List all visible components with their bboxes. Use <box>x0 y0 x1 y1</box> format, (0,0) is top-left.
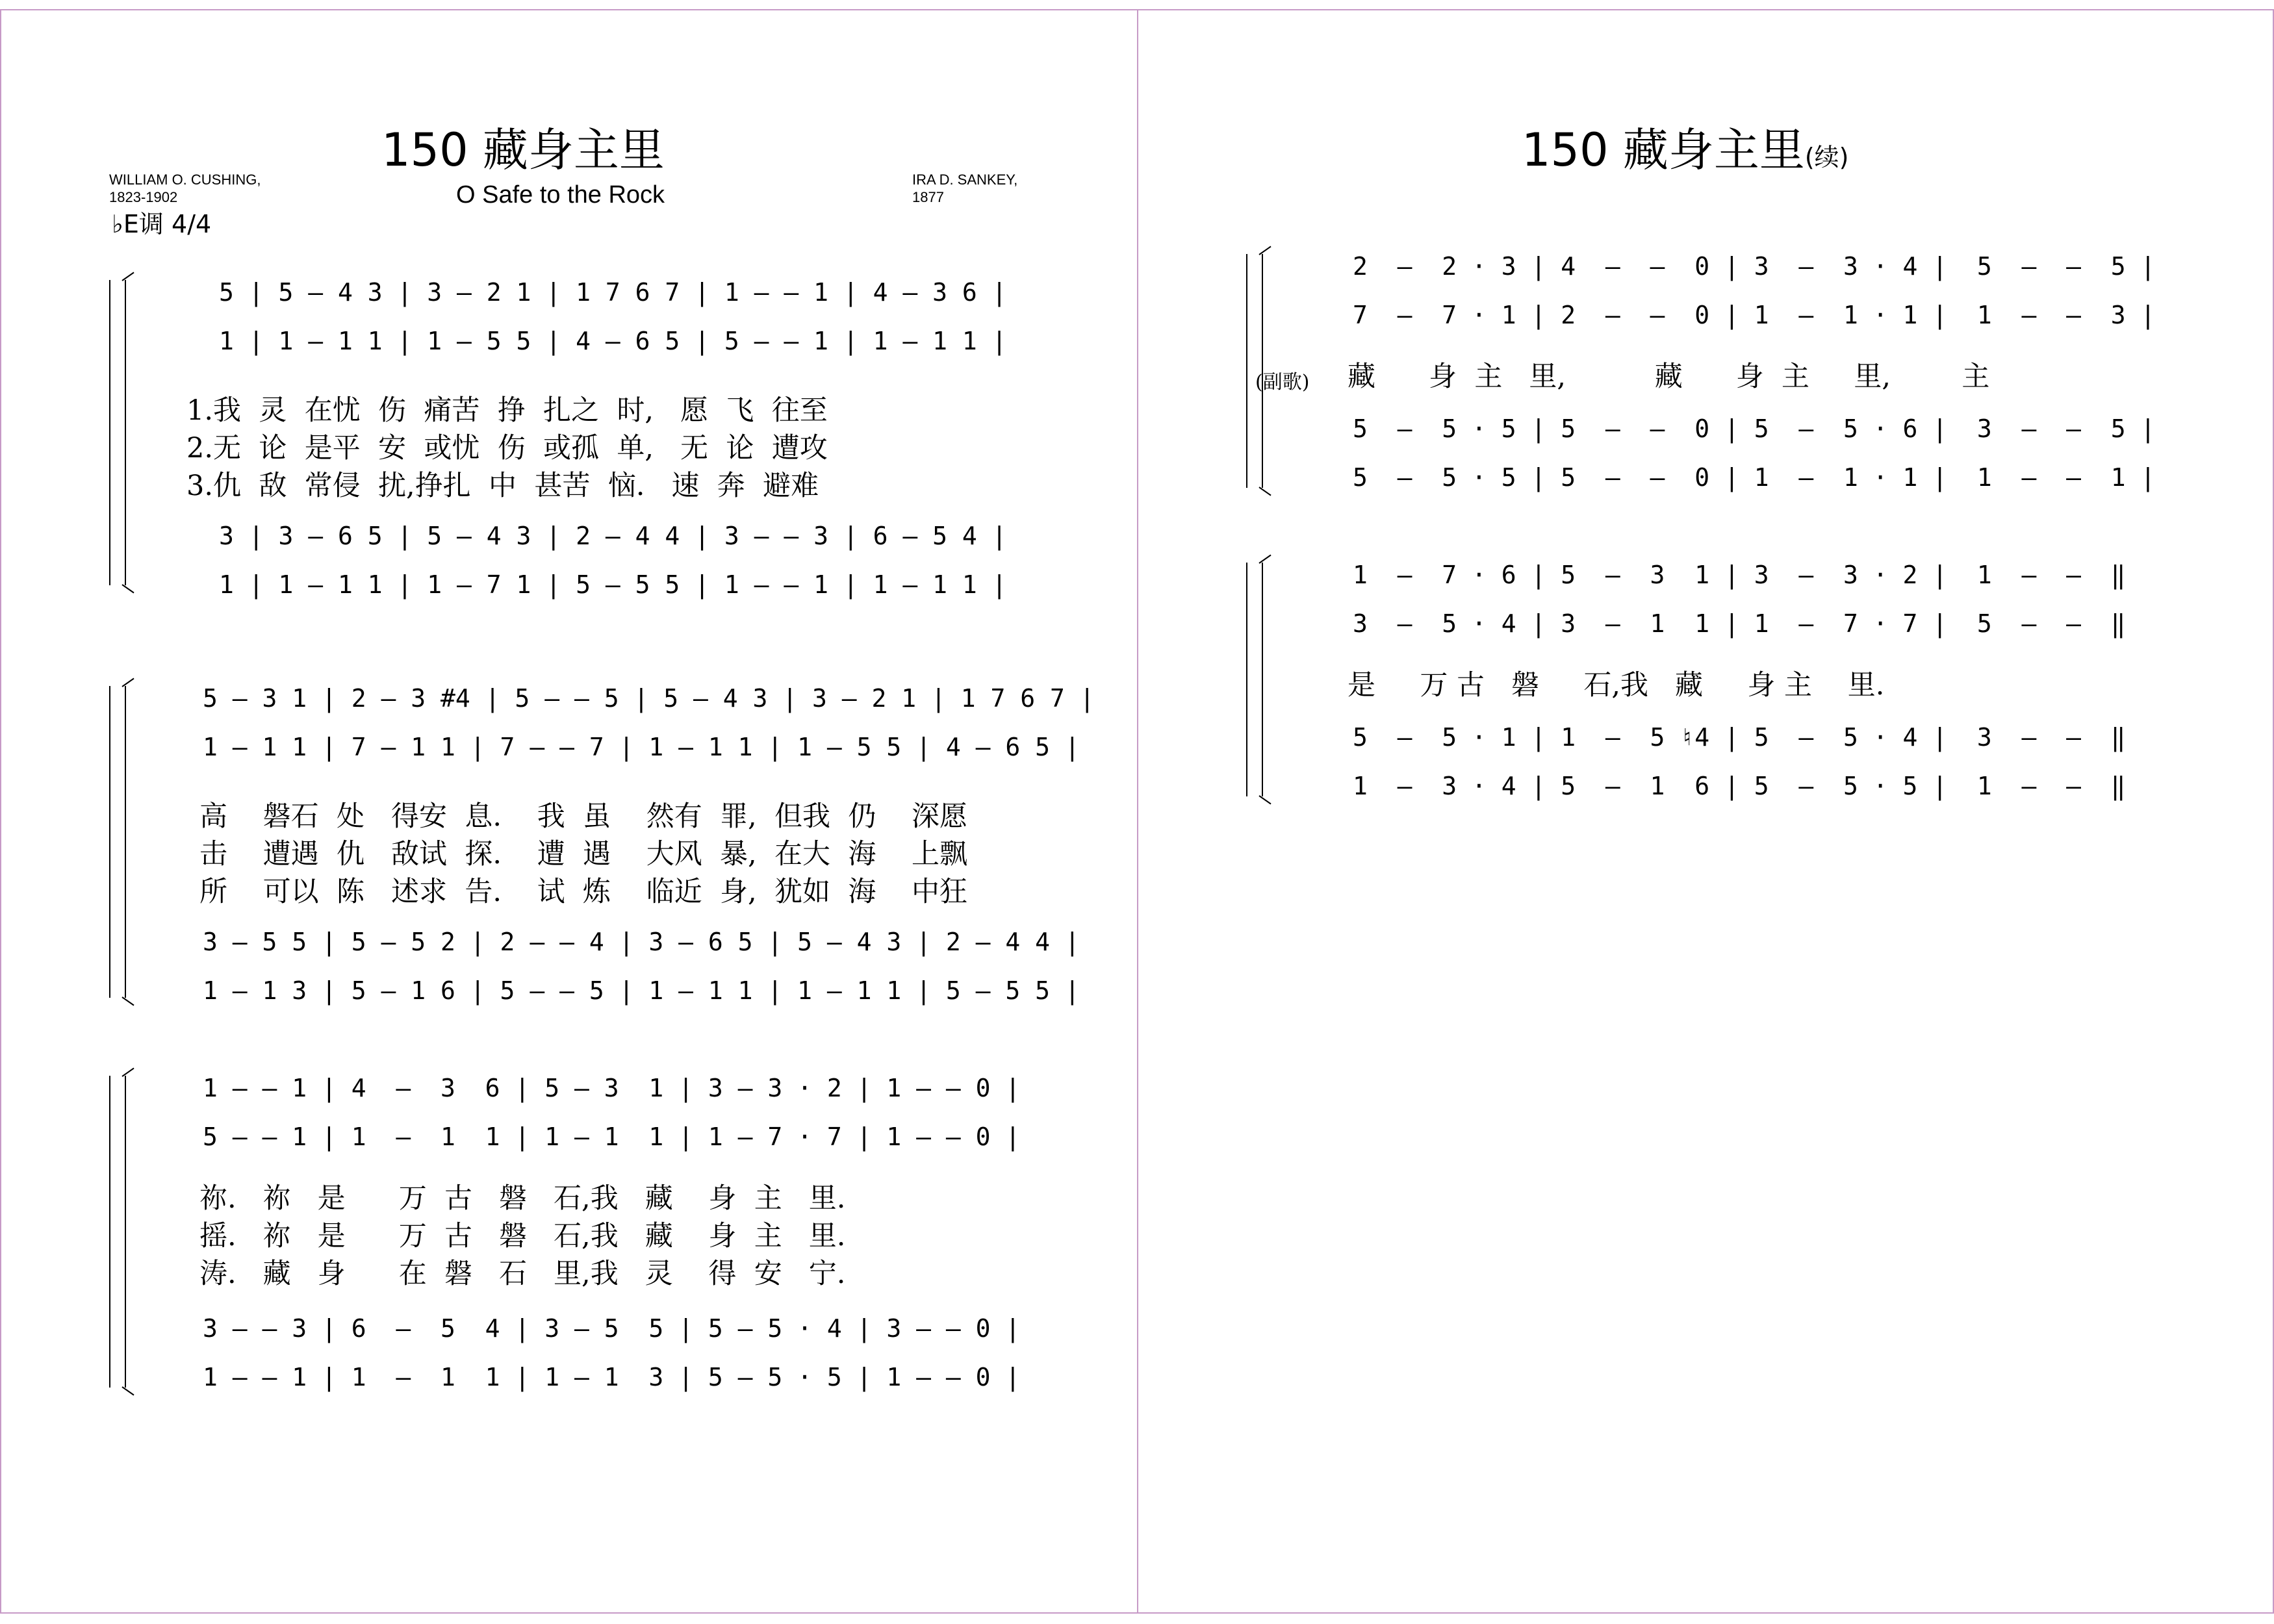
notation-line: 1 — 3 · 4 | 5 — 1 6 | 5 — 5 · 5 | 1 — — ‖ <box>1353 772 2126 800</box>
notation-line: 5 — 3 1 | 2 — 3 #4 | 5 — — 5 | 5 — 4 3 | 3 — 2 1 | 1 7 6 7 | <box>203 684 1095 713</box>
chorus-label: (副歌) <box>1255 371 1310 394</box>
right-page <box>1137 9 2274 1614</box>
notation-line: 5 — 5 · 1 | 1 — 5 ♮4 | 5 — 5 · 4 | 3 — — ‖ <box>1353 723 2126 752</box>
page-title: 150 藏身主里 <box>1522 123 1805 177</box>
notation-line: 1 — — 1 | 4 — 3 6 | 5 — 3 1 | 3 — 3 · 2 | 1 — — 0 | <box>203 1074 1021 1102</box>
lyric-line: 3.仇 敌 常侵 扰,挣扎 中 甚苦 恼. 速 奔 避难 <box>186 470 819 502</box>
continued-page-title <box>1522 123 1849 177</box>
notation-line: 3 | 3 — 6 5 | 5 — 4 3 | 2 — 4 4 | 3 — — 3 | 6 — 5 4 | <box>219 522 1007 550</box>
notation-line: 5 | 5 — 4 3 | 3 — 2 1 | 1 7 6 7 | 1 — — 1 | 4 — 3 6 | <box>219 278 1007 307</box>
music-system-1 <box>1 280 1140 598</box>
notation-line: 3 — — 3 | 6 — 5 4 | 3 — 5 5 | 5 — 5 · 4 | 3 — — 0 | <box>203 1314 1021 1343</box>
key-signature: ♭E调 4/4 <box>112 210 212 238</box>
notation-line: 1 | 1 — 1 1 | 1 — 5 5 | 4 — 6 5 | 5 — — 1 | 1 — 1 1 | <box>219 327 1007 355</box>
system-brace <box>1246 563 1263 796</box>
composer-year: 1877 <box>912 189 944 205</box>
lyric-line: 祢. 祢 是 万 古 磐 石,我 藏 身 主 里. <box>199 1182 846 1215</box>
notation-line: 1 | 1 — 1 1 | 1 — 7 1 | 5 — 5 5 | 1 — — 1 | 1 — 1 1 | <box>219 570 1007 599</box>
notation-line: 2 — 2 · 3 | 4 — — 0 | 3 — 3 · 4 | 5 — — 5 | <box>1353 252 2156 281</box>
lyricist-name: WILLIAM O. CUSHING, <box>109 171 261 188</box>
continued-marker: (续) <box>1804 143 1849 171</box>
system-brace <box>109 686 126 998</box>
notation-line: 7 — 7 · 1 | 2 — — 0 | 1 — 1 · 1 | 1 — — 3 | <box>1353 301 2156 329</box>
music-system-2 <box>1 686 1140 1004</box>
system-brace <box>109 1076 126 1388</box>
notation-line: 1 — — 1 | 1 — 1 1 | 1 — 1 3 | 5 — 5 · 5 | 1 — — 0 | <box>203 1363 1021 1391</box>
lyric-line: 摇. 祢 是 万 古 磐 石,我 藏 身 主 里. <box>199 1220 846 1252</box>
lyricist-years: 1823-1902 <box>109 189 178 205</box>
lyric-line: 2.无 论 是平 安 或忧 伤 或孤 单, 无 论 遭攻 <box>186 432 828 464</box>
lyric-line: 1.我 灵 在忧 伤 痛苦 挣 扎之 时, 愿 飞 往至 <box>186 394 828 427</box>
notation-line: 1 — 1 1 | 7 — 1 1 | 7 — — 7 | 1 — 1 1 | 1 — 5 5 | 4 — 6 5 | <box>203 733 1080 761</box>
notation-line: 3 — 5 · 4 | 3 — 1 1 | 1 — 7 · 7 | 5 — — ‖ <box>1353 609 2126 638</box>
notation-line: 5 — 5 · 5 | 5 — — 0 | 5 — 5 · 6 | 3 — — 5 | <box>1353 414 2156 443</box>
notation-line: 5 — — 1 | 1 — 1 1 | 1 — 1 1 | 1 — 7 · 7 | 1 — — 0 | <box>203 1123 1021 1151</box>
lyric-line: 藏 身 主 里, 藏 身 主 里, 主 <box>1348 361 1990 393</box>
page-title: 150 藏身主里 <box>381 123 665 177</box>
left-page <box>0 9 1138 1614</box>
notation-line: 1 — 1 3 | 5 — 1 6 | 5 — — 5 | 1 — 1 1 | 1 — 1 1 | 5 — 5 5 | <box>203 976 1080 1005</box>
music-system-right-2 <box>1138 563 2274 809</box>
notation-line: 1 — 7 · 6 | 5 — 3 1 | 3 — 3 · 2 | 1 — — ‖ <box>1353 561 2126 589</box>
composer-name: IRA D. SANKEY, <box>912 171 1018 188</box>
notation-line: 3 — 5 5 | 5 — 5 2 | 2 — — 4 | 3 — 6 5 | 5 — 4 3 | 2 — 4 4 | <box>203 928 1080 956</box>
lyric-line: 涛. 藏 身 在 磐 石 里,我 灵 得 安 宁. <box>199 1258 846 1290</box>
system-brace <box>109 280 126 585</box>
lyric-line: 击 遭遇 仇 敌试 探. 遭 遇 大风 暴, 在大 海 上飘 <box>199 838 968 870</box>
music-system-right-1 <box>1138 254 2274 501</box>
lyric-line: 是 万 古 磐 石,我 藏 身 主 里. <box>1348 669 1885 702</box>
music-system-3 <box>1 1076 1140 1394</box>
lyric-line: 高 磐石 处 得安 息. 我 虽 然有 罪, 但我 仍 深愿 <box>199 800 968 833</box>
english-title: O Safe to the Rock <box>456 181 665 209</box>
lyric-line: 所 可以 陈 述求 告. 试 炼 临近 身, 犹如 海 中狂 <box>199 876 968 908</box>
notation-line: 5 — 5 · 5 | 5 — — 0 | 1 — 1 · 1 | 1 — — 1 | <box>1353 463 2156 492</box>
